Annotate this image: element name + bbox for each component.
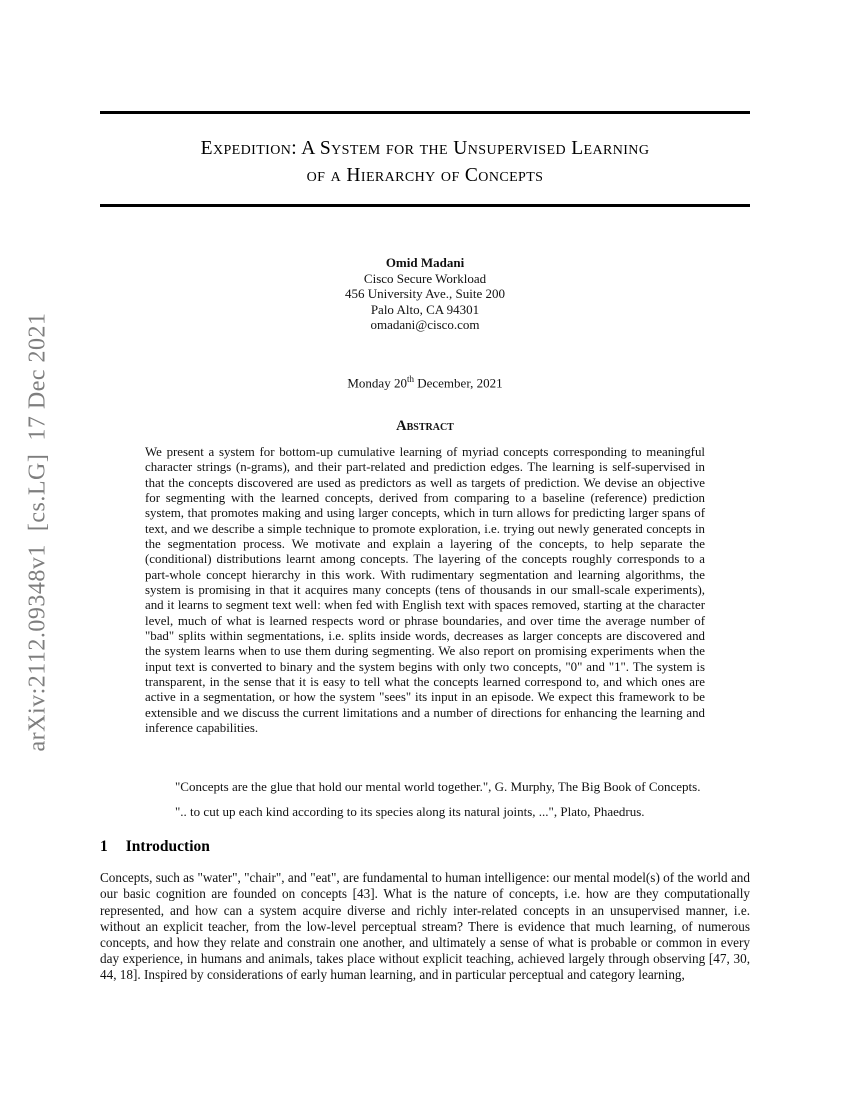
epigraph-quotes: [175, 779, 750, 820]
title-rule-bottom: [100, 204, 750, 207]
section-title: Introduction: [125, 838, 210, 856]
date-ordinal: th: [406, 373, 414, 384]
date-suffix: December, 2021: [413, 374, 503, 390]
section-heading-introduction: [100, 838, 750, 856]
author-address-line2: Palo Alto, CA 94301: [370, 301, 480, 317]
arxiv-watermark: arXiv:2112.09348v1 [cs.LG] 17 Dec 2021: [24, 312, 51, 752]
author-block: [100, 255, 750, 333]
abstract-heading: Abstract: [396, 417, 454, 434]
paper-content: [100, 0, 750, 983]
author-affiliation: Cisco Secure Workload: [363, 270, 487, 286]
author-name: Omid Madani: [385, 255, 465, 270]
introduction-text: Concepts, such as "water", "chair", and "eat", are fundamental to human intelligence: our mental model(s) of the world and our basic cognition are founded on concepts [43]. What is the nature of concepts, i.e. how are they computationally represented, and how can a system acquire diverse and richly inter-related concepts in an unsupervised manner, i.e. without an explicit teacher, from the low-level perceptual stream? There is evidence that much learning, of numerous concepts, and how they relate and constrain one another, and ultimately a sense of what is probable or common in every day experience, in humans and animals, takes place without explicit teaching, achieved largely through observing [47, 30, 44, 18]. Inspired by considerations of early human learning, and in particular perceptual and category learning,: [100, 870, 750, 982]
quote-murphy: "Concepts are the glue that hold our mental world together.", G. Murphy, The Big Book of Concepts.: [175, 779, 701, 795]
paper-title-line1: Expedition: A System for the Unsupervised Learning: [200, 138, 650, 159]
author-email: omadani@cisco.com: [370, 317, 480, 332]
date-prefix: Monday 20: [347, 374, 407, 390]
author-address-line1: 456 University Ave., Suite 200: [344, 286, 506, 301]
paper-title-line2: of a Hierarchy of Concepts: [306, 165, 544, 186]
section-number: 1: [100, 838, 108, 856]
paper-date: [100, 374, 750, 391]
abstract-text: We present a system for bottom-up cumulative learning of myriad concepts corresponding to meaningful character strings (n-grams), and their part-related and prediction edges. The learning is self-supervised in that the concepts discovered are used as predictors as well as targets of prediction. We devise an objective for segmenting with the learned concepts, derived from comparing to a baseline (reference) prediction system, that promotes making and using larger concepts, which in turn allows for predicting larger spans of text, and we describe a simple technique to promote exploration, i.e. trying out newly generated concepts in the segmentation process. We motivate and explain a layering of the concepts, to help separate the (conditional) distributions learnt among concepts. The layering of the concepts roughly corresponds to a part-whole concept hierarchy in this work. With rudimentary segmentation and learning algorithms, the system is promising in that it acquires many concepts (tens of thousands in our small-scale experiments), and it learns to segment text well: when fed with English text with spaces removed, starting at the character level, much of what is learned respects word or phrase boundaries, and over time the average number of "bad" splits within segmentations, i.e. splits inside words, decreases as larger concepts are discovered and the system learns when to use them during segmenting. We also report on promising experiments when the input text is converted to binary and the system begins with only two concepts, "0" and "1". The system is transparent, in the sense that it is easy to tell what the concepts learned correspond to, and which ones are active in a segmentation, or how the system "sees" its input in an episode. We expect this framework to be extensible and we discuss the current limitations and a number of directions for enhancing the learning and inference capabilities.: [145, 444, 705, 736]
title-rule-top: [100, 111, 750, 114]
quote-plato: ".. to cut up each kind according to its species along its natural joints, ...", Plato, Phaedrus.: [175, 804, 645, 820]
paper-title: [100, 135, 750, 189]
